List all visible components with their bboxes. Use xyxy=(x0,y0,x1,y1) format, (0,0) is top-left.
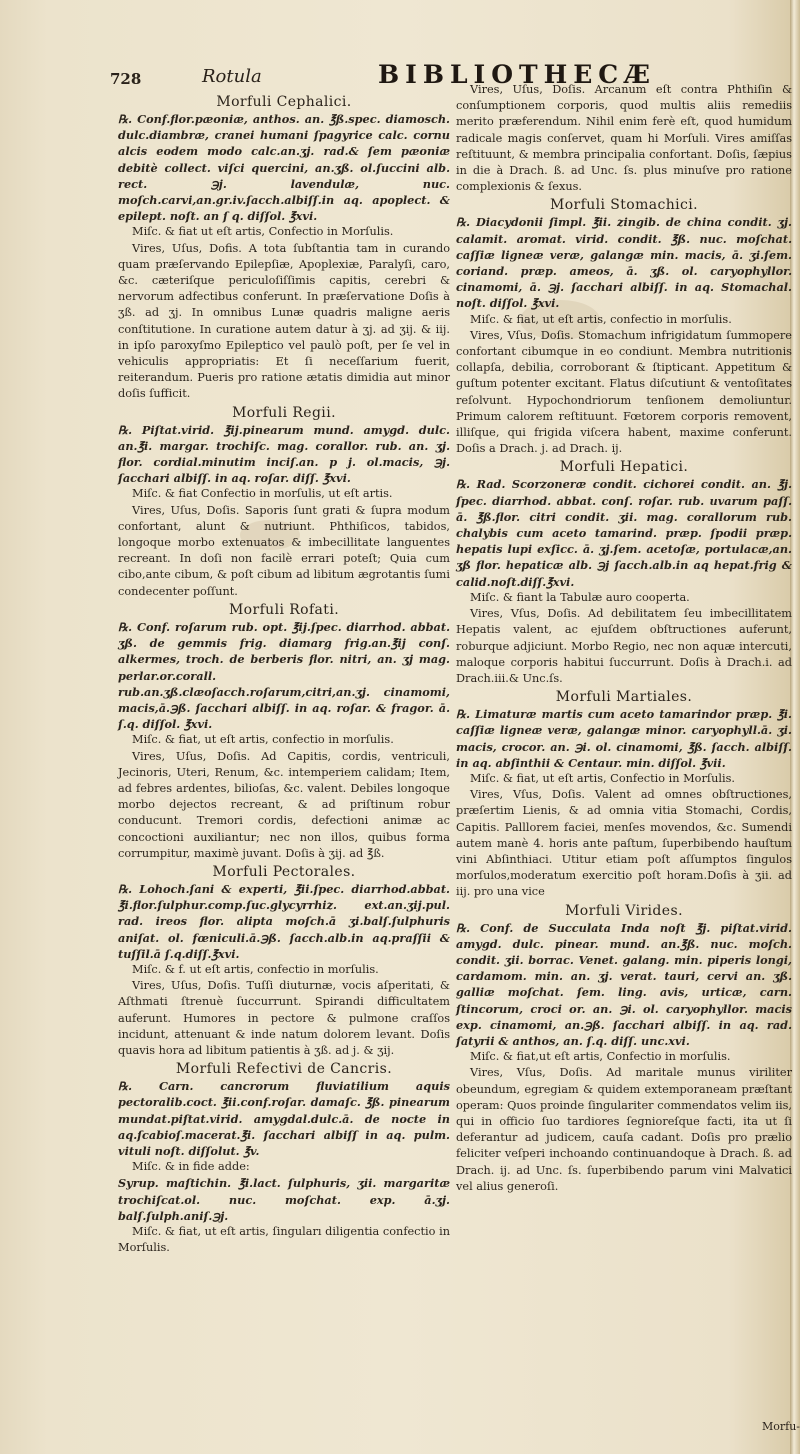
section-title: Morfuli Regii. xyxy=(232,404,336,421)
section-title: Morfuli Hepatici. xyxy=(559,459,689,476)
vires-paragraph: Vires, Vſus, Doſis. Valent ad omnes obſtructiones, præſertim Lienis, & ad omnia vitia Stomachi, Cordis, Capitis. Palllorem faciei, menſes movendos, &c. Sumendi autem manè 4. horis ante paſtum, ſuperbibendo hauſtum vini Abſinthiaci. Utitur etiam poſt aſſumptos ſingulos morſulos,moderatum exercitio poſt horam.Doſis à ʒii. ad iij. pro una vice xyxy=(456,788,792,899)
recipe-section xyxy=(456,903,792,1195)
recipe-paragraph: ℞. Conf.flor.pæoniæ, anthos. an. ℥ß.spec. diamosch. dulc.diambræ, cranei humani ſpagyrice calc. cornu alcis eodem modo calc.an.ʒj. rad.& ſem pæoniæ debitè collect. viſci quercini, an.ʒß. ol.ſuccini alb. rect. ℈j. lavendulæ, nuc. moſch.carvi,an.gr.iv.ſacch.albiſſ.in aq. apoplect. & epilept. noſt. an ſ q. diſſol. ℥xvi. xyxy=(118,112,450,224)
recipe-paragraph: ℞. Rad. Scorzoneræ condit. cichorei condit. an. ℥j. ſpec. diarrhod. abbat. conſ. roſar. rub. uvarum paſſ. ā. ℥ß.flor. citri condit. ʒii. mag. corallorum rub. chalybis cum aceto tamarind. præp. ſpodii præp. hepatis lupi exſicc. ā. ʒj.ſem. acetoſæ, portulacæ,an. ʒß flor. hepaticæ alb. ℈j ſacch.alb.in aq hepat.frig & calid.noſt.diſſ.℥xvi. xyxy=(456,477,792,589)
misc-paragraph: Miſc. & in fide adde: xyxy=(132,1160,250,1174)
recipe-paragraph: ℞. Piſtat.virid. ℥ij.pinearum mund. amygd. dulc. an.℥i. margar. trochiſc. mag. corallor. rub. an. ʒj. flor. cordial.minutim inciſ.an. p j. ol.macis, ℈j. ſacchari albiſſ. in aq. roſar. diſſ. ℥xvi. xyxy=(118,422,450,486)
recipe-section xyxy=(456,689,792,900)
page-number: 728 xyxy=(110,70,142,88)
recipe-section xyxy=(118,602,450,862)
misc-paragraph: Miſc. & fiat, ut eſt artis, ſinguları diligentia confectio in Morſulis. xyxy=(118,1225,450,1255)
section-title: Morfuli Stomachici. xyxy=(549,197,699,214)
recipe-paragraph: ℞. Limaturæ martis cum aceto tamarindor præp. ℥i. caſſiæ ligneæ veræ, galangæ minor. caryophyll.ā. ʒi. macis, crocor. an. ℈i. ol. cinamomi, ℥ß. ſacch. albiſſ. in aq. abſinthii & Centaur. min. diſſol. ℥vii. xyxy=(456,707,792,770)
recipe-section xyxy=(456,197,792,457)
section-title: Morfuli Rofati. xyxy=(228,601,340,618)
recipe-paragraph: Syrup. maſtichin. ℥i.lact. ſulphuris, ʒii. margaritæ trochiſcat.ol. nuc. moſchat. exp. ā.ʒj. balſ.ſulph.aniſ.℈j. xyxy=(118,1176,450,1223)
recipe-paragraph: ℞. Conf. de Succulata Inda noſt ℥j. piſtat.virid. amygd. dulc. pinear. mund. an.℥ß. nuc. moſch. condit. ʒii. borrac. Venet. galang. min. piperis longi, cardamom. min. an. ʒj. verat. tauri, cervi an. ʒß. galliæ moſchat. ſem. ling. avis, urticæ, carn. ſtincorum, croci or. an. ℈i. ol. caryophyllor. macis exp. cinamomi, an.℈ß. ſacchari albiſſ. in aq. rad. ſatyrii & anthos, an. ſ.q. diſſ. unc.xvi. xyxy=(456,920,792,1048)
vires-paragraph: Vires, Uſus, Dofis. A tota ſubſtantia tam in curando quam præſervando Epilepſiæ, Apoplexiæ, Paralyſi, caro, &c. cæteriſque periculoſiſſimis capitis, cerebri & nervorum adfectibus conferunt. In præſervatione Doſis à ʒß. ad ʒj. In omnibus Lunæ quadris maligne aeris conſtitutione. In curatione autem datur à ʒj. ad ʒij. & iij. in ipſo paroxyſmo Epileptico vel paulò poſt, per ſe vel in vehiculis appropriatis: Et ſi neceſſarium fuerit, reiterandum. Pueris pro ratione ætatis dimidia aut minor doſis ſufficit. xyxy=(118,241,450,401)
vires-paragraph: Vires, Uſus, Doſis. Ad Capitis, cordis, ventriculi, Jecinoris, Uteri, Renum, &c. intemperiem calidam; Item, ad febres ardentes, bilioſas, &c. valent. Debiles longoque morbo dejectos recreant, & ad priſtinum robur conducunt. Tremori cordis, defectioni animæ ac concoctioni auxiliantur; nec non illos, quibus forma corrumpitur, maximè juvant. Doſis à ʒij. ad ℥ß. xyxy=(118,749,450,860)
vires-paragraph: Vires, Uſus, Doſis. Tuſſi diuturnæ, vocis aſperitati, & Aſthmati ſtrenuè ſuccurrunt. Spirandi difficultatem auferunt. Humores in pectore & pulmone craſſos incidunt, attenuant & inde natum dolorem levant. Doſis quavis hora ad libitum patientis à ʒß. ad j. & ʒij. xyxy=(118,979,450,1057)
misc-paragraph: Miſc. & fiat ut eſt artis, Confectio in Morſulis. xyxy=(132,225,394,239)
left-column xyxy=(118,92,450,1256)
recipe-section xyxy=(118,864,450,1059)
running-title: BIBLIOTHECÆ xyxy=(378,60,657,89)
right-column xyxy=(456,82,792,1195)
catchword: Morfu- xyxy=(762,1420,800,1433)
recipe-paragraph: ℞. Diacydonii ſimpl. ℥ii. zingib. de china condit. ʒj. calamit. aromat. virid. condit. ℥ß. nuc. moſchat. caſſiæ ligneæ veræ, galangæ min. macis, ā. ʒi.ſem. coriand. præp. ameos, ā. ʒß. ol. caryophyllor. cinamomi, ā. ℈j. ſacchari albiſſ. in aq. Stomachal. noſt. diſſol. ℥xvi. xyxy=(456,215,792,311)
recipe-paragraph: ℞. Conf. roſarum rub. opt. ℥ij.ſpec. diarrhod. abbat. ʒß. de gemmis frig. diamarg frig.an.℥ij conſ. alkermes, troch. de berberis flor. nitri, an. ʒj mag. perlar.or.corall. rub.an.ʒß.clæoſacch.roſarum,citri,an.ʒj. cinamomi, macis,ā.℈ß. ſacchari albiſſ. in aq. roſar. & fragor. ā. ſ.q. diſſol. ℥xvi. xyxy=(118,619,450,732)
recipe-section xyxy=(456,459,792,687)
misc-paragraph: Miſc. & fiat, ut eſt artis, confectio in morſulis. xyxy=(470,312,732,326)
vires-paragraph: Vires, Vſus, Doſis. Ad maritale munus viriliter obeundum, egregiam & quidem extemporaneam præſtant operam: Quos proinde ſingulariter commendatos velim iis, qui in officio ſuo tardiores ſegnioreſque facti, ita ut ſi deferantur ad judicem, cauſa cadant. Doſis pro prælio feliciter veſperi inchoando continuandoque à Drach. ß. ad Drach. ij. ad Unc. ſs. ſuperbibendo parum vini Malvatici vel alius generoſi. xyxy=(456,1066,792,1193)
section-title: Morfuli Martiales. xyxy=(555,689,693,706)
recipe-section xyxy=(118,94,450,403)
section-title: Morfuli Pectorales. xyxy=(212,863,356,880)
recipe-paragraph: ℞. Lohoch.ſani & experti, ℥ii.ſpec. diarrhod.abbat. ℥i.flor.ſulphur.comp.ſuc.glycyrrhiz. ext.an.ʒij.pul. rad. ireos flor. alipta moſch.ā ʒi.balſ.ſulphuris aniſat. ol. fœniculi.ā.℈ß. ſacch.alb.in aq.praſſii & tuſſil.ā ſ.q.diſſ.℥xvi. xyxy=(118,881,450,961)
vires-paragraph: Vires, Uſus, Doſis. Arcanum eſt contra Phthiſin & conſumptionem corporis, quod multis aliis remediis merito præferendum. Nihil enim ferè eſt, quod humidum radicale magis conſervet, quam hi Morſuli. Vires amiſſas reſtituunt, & membra principalia confortant. Doſis, ſæpius in die à Drach. ß. ad Unc. ſs. plus minuſve pro ratione complexionis & ſexus. xyxy=(456,83,792,194)
section-title: Morfuli Virides. xyxy=(565,902,683,919)
section-title: Morfuli Refectivi de Cancris. xyxy=(175,1061,393,1078)
misc-paragraph: Miſc. & fiat Confectio in morſulis, ut eſt artis. xyxy=(132,487,393,501)
misc-paragraph: Miſc. & fiant la Tabulæ auro cooperta. xyxy=(470,590,690,604)
misc-paragraph: Miſc. & f. ut eſt artis, confectio in morſulis. xyxy=(132,962,379,976)
vires-paragraph: Vires, Uſus, Doſis. Saporis ſunt grati & ſupra modum confortant, alunt & nutriunt. Phthiſicos, tabidos, longoque morbo extenuatos & imbecillitate languentes recreant. In doſi non facilè errari poteſt; Quia cum cibo,ante cibum, & poſt cibum ad libitum ægrotantis ſumi condecenter poſſunt. xyxy=(118,503,450,598)
misc-paragraph: Miſc. & fiat,ut eſt artis, Confectio in morſulis. xyxy=(470,1050,731,1064)
misc-paragraph: Miſc. & fiat, ut eſt artis, confectio in morſulis. xyxy=(132,733,394,747)
vires-paragraph: Vires, Vſus, Doſis. Ad debilitatem ſeu imbecillitatem Hepatis valent, ac ejuſdem obſtructiones auferunt, roburque adjiciunt. Morbo Regio, nec non aquæ intercuti, maloque corporis habitui ſuccurrunt. Doſis à Drach.i. ad Drach.iii.& Unc.ſs. xyxy=(456,607,792,685)
recipe-section xyxy=(456,82,792,195)
rotula-heading: Rotula xyxy=(202,66,262,87)
recipe-paragraph: ℞. Carn. cancrorum fluviatilium aquis pectoralib.coct. ℥ii.conf.roſar. damaſc. ℥ß. pinearum mundat.piſtat.virid. amygdal.dulc.ā. de nocte in aq.ſcabioſ.macerat.℥i. ſacchari albiſſ in aq. pulm. vituli noſt. diſſolut. ℥v. xyxy=(118,1079,450,1158)
recipe-section xyxy=(118,405,450,600)
recipe-section xyxy=(118,1061,450,1256)
misc-paragraph: Miſc. & fiat, ut eſt artis, Confectio in Morſulis. xyxy=(470,771,735,785)
vires-paragraph: Vires, Vſus, Doſis. Stomachum infrigidatum ſummopere confortant cibumque in eo condiunt. Membra nutritionis collapſa, debilia, corroborant & ſtipticant. Appetitum & guſtum potenter excitant. Flatus diſcutiunt & ventoſitates reſolvunt. Hypochondriorum tenſionem demoliuntur. Primum calorem reſtituunt. Fœtorem corporis removent, illiſque, qui frigida viſcera habent, maxime conferunt. Doſis a Drach. j. ad Drach. ij. xyxy=(456,328,792,456)
section-title: Morfuli Cephalici. xyxy=(216,94,352,110)
